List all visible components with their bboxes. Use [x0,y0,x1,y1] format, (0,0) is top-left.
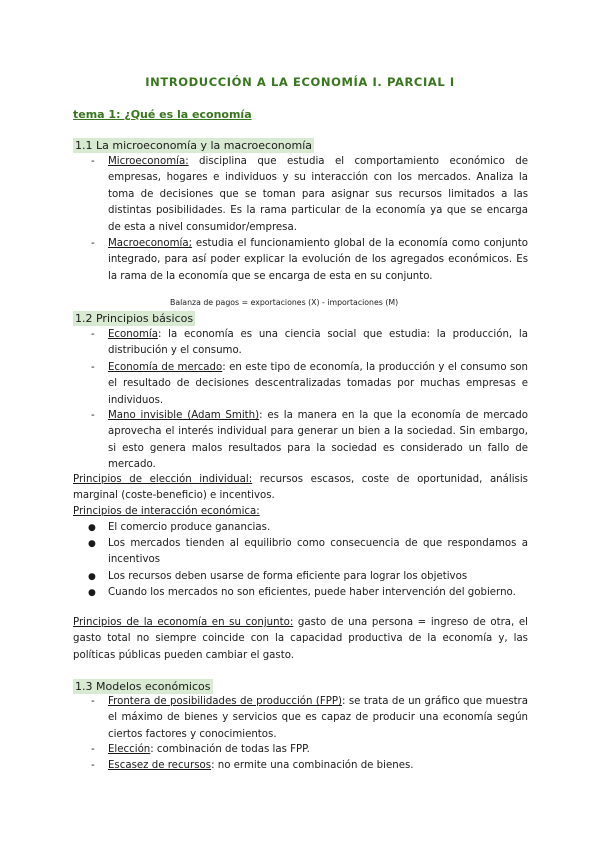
term: Principios de elección individual: [73,474,253,485]
bullet-dot: ● [88,572,96,582]
definition: recursos escasos, coste de oportunidad, análisis marginal (coste-beneficio) e incentivos. [73,474,528,502]
list-item-macroeconomia [91,236,528,285]
bullet-text: El comercio produce ganancias. [108,522,271,533]
bullet-item [88,520,528,536]
definition: : es la manera en la que la economía de mercado aprovecha el interés individual para generar un bien a la sociedad. Sin embargo, si esto genera malos resultados para la sociedad es considerado un fallo de mercado. [108,410,528,471]
term: Frontera de posibilidades de producción (FPP) [108,696,342,707]
definition: disciplina que estudia el comportamiento económico de empresas, hogares e individuos y su interacción con los mercados. Analiza la toma de decisiones que se toman para asignar sus recursos limitados a las distintas posibilidades. Es la rama particular de la economía ya que se encarga de esta a nivel consumidor/empresa. [108,156,528,233]
section-heading-1-1: 1.1 La microeconomía y la macroeconomía [75,139,313,152]
list-item-microeconomia [91,154,528,236]
bullet-dot: ● [88,523,96,533]
dash-bullet: - [91,410,95,421]
list-item-fpp [91,694,528,743]
term: Elección [108,744,151,755]
definition: gasto de una persona = ingreso de otra, el gasto total no siempre coincide con la capacidad productiva de la economía y, las políticas públicas pueden cambiar el gasto. [73,617,528,661]
term: Economía [108,329,158,340]
dash-bullet: - [91,696,95,707]
dash-bullet: - [91,362,95,373]
dash-bullet: - [91,156,95,167]
term: Macroeconomía; [108,238,193,249]
term: Principios de interacción económica: [73,506,260,517]
bullet-dot: ● [88,539,96,549]
term: Escasez de recursos [108,760,212,771]
dash-bullet: - [91,329,95,340]
page-title: INTRODUCCIÓN A LA ECONOMÍA I. PARCIAL I [145,75,455,89]
section-heading-1-3: 1.3 Modelos económicos [75,680,211,693]
list-item-mano-invisible [91,408,528,474]
section-heading-1-2: 1.2 Principios básicos [75,312,194,325]
definition: : no ermite una combinación de bienes. [211,760,414,771]
term: Principios de la economía en su conjunto: [73,617,294,628]
list-item-escasez [91,758,528,774]
term: Economía de mercado [108,362,223,373]
definition: estudia el funcionamiento global de la economía como conjunto integrado, para así poder explicar la evolución de los agregados económicos. Es la rama de la economía que se encarga de esta en su conjunto. [108,238,528,282]
term: Mano invisible (Adam Smith) [108,410,260,421]
definition: : la economía es una ciencia social que estudia: la producción, la distribución y el consumo. [108,329,528,357]
list-item-economia [91,327,528,360]
bullet-item [88,585,528,601]
definition: : se trata de un gráfico que muestra el máximo de bienes y servicios que es capaz de producir una economía según ciertos factores y conocimientos. [108,696,528,740]
dash-bullet: - [91,744,95,755]
bullet-text: Los recursos deben usarse de forma eficiente para lograr los objetivos [108,571,468,582]
paragraph-interaccion [73,504,528,520]
list-item-economia-de-mercado [91,360,529,409]
formula-note: Balanza de pagos = exportaciones (X) - importaciones (M) [170,298,399,307]
paragraph-economia-conjunto [73,615,528,664]
bullet-item [88,569,528,585]
bullet-item [88,536,528,569]
topic-heading: tema 1: ¿Qué es la economía [73,108,252,121]
bullet-text: Los mercados tienden al equilibrio como consecuencia de que respondamos a incentivos [108,538,528,566]
list-item-eleccion [91,742,528,758]
definition: : en este tipo de economía, la producción y el consumo son el resultado de decisiones descentralizadas tomadas por muchas empresas e individuos. [108,362,529,406]
bullet-dot: ● [88,588,96,598]
term: Microeconomía: [108,156,189,167]
bullet-text: Cuando los mercados no son eficientes, puede haber intervención del gobierno. [108,587,516,598]
paragraph-eleccion-individual [73,472,528,505]
dash-bullet: - [91,238,95,249]
definition: : combinación de todas las FPP. [150,744,310,755]
dash-bullet: - [91,760,95,771]
